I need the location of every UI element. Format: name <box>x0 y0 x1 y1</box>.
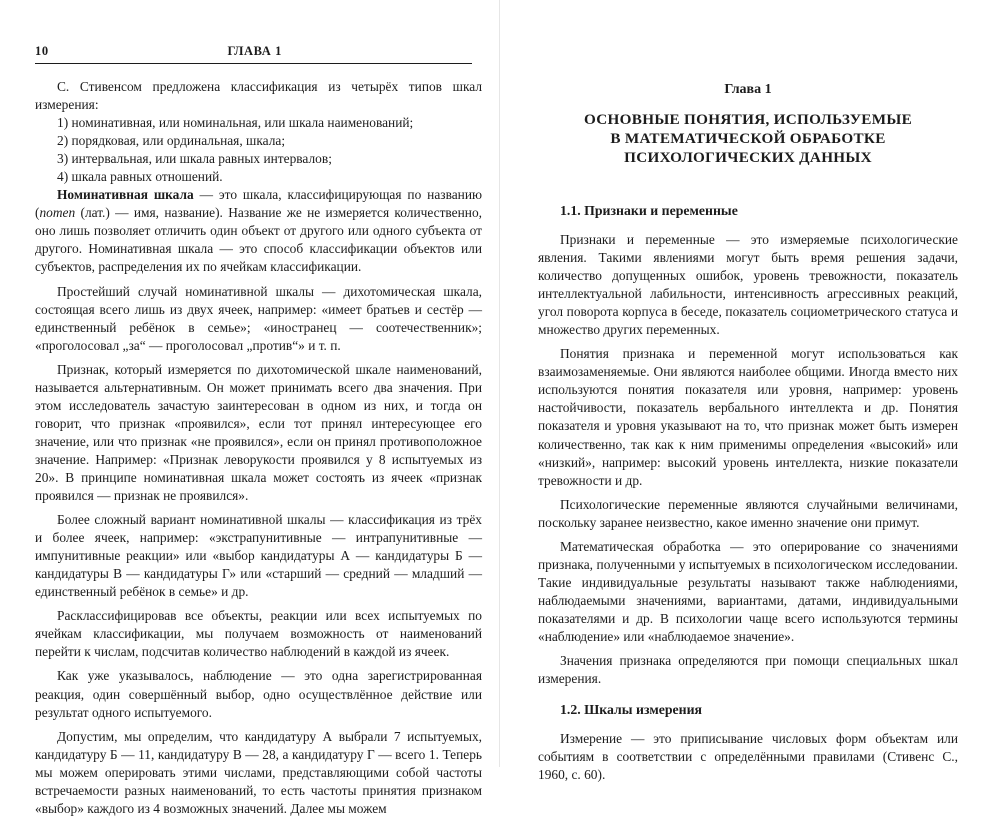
paragraph: Простейший случай номинативной шкалы — дихотомическая шкала, состоящая всего лишь из двух ячеек, например: «имеет братьев и сестёр — единственный ребёнок в семье»; «иностранец — соотечественник»; «проголосовал „за“ — проголосовал „против“» и т. п. <box>35 283 482 353</box>
defined-term: Номинативная шкала <box>57 187 194 203</box>
list-item: 1) номинативная, или номинальная, или шкала наименований; <box>57 115 414 131</box>
latin-term: потеп <box>39 205 76 221</box>
paragraph: Математическая обработка — это оперирование со значениями признака, полученными у испытуемых в психологическом исследовании. Такие индивидуальные результаты называют также наблюдениями, наблюдаемыми значениями, вариантами, датами, индивидуальными показателями и др. В психологии чаще всего используются термины «наблюдение» или «наблюдаемое значение». <box>538 538 958 644</box>
list-item: 3) интервальная, или шкала равных интервалов; <box>57 151 332 167</box>
paragraph: Более сложный вариант номинативной шкалы — классификация из трёх и более ячеек, например: «экстрапунитивные — интрапунитивные — импунитивные реакции» или «выбор кандидатуры А — кандидатуры Б — кандидатуры В — кандидатуры Г» или «старший — средний — младший — единственный ребёнок в семье» и др. <box>35 512 482 600</box>
page-number: 10 <box>35 44 49 58</box>
paragraph: Как уже указывалось, наблюдение — это одна зарегистрированная реакция, один совершённый выбор, одно осуществлённое действие или результат одного испытуемого. <box>35 668 482 720</box>
left-page-text <box>35 78 482 818</box>
section-2-text <box>538 730 958 784</box>
chapter-title: ОСНОВНЫЕ ПОНЯТИЯ, ИСПОЛЬЗУЕМЫЕ В МАТЕМАТИЧЕСКОЙ ОБРАБОТКЕ ПСИХОЛОГИЧЕСКИХ ДАННЫХ <box>583 111 912 166</box>
running-head-title: ГЛАВА 1 <box>227 44 282 58</box>
paragraph: Психологические переменные являются случайными величинами, поскольку заранее неизвестно, какое именно значение они примут. <box>538 496 958 530</box>
nominative-definition: Номинативная шкала — это шкала, классифицирующая по названию (потеп (лат.) — имя, название). Название же не измеряется количественно, оно лишь позволяет отличить один объект от другого или одного субъекта от другого. Номинативная шкала — это способ классификации объектов или субъектов, распределения их по ячейкам классификации. <box>35 187 482 275</box>
section-heading: 1.1. Признаки и переменные <box>560 203 738 218</box>
section-heading: 1.2. Шкалы измерения <box>560 702 702 718</box>
scale-types-list <box>35 114 482 186</box>
paragraph: Значения признака определяются при помощи специальных шкал измерения. <box>538 653 958 687</box>
paragraph: Признаки и переменные — это измеряемые психологические явления. Такими явлениями могут быть время решения задачи, количество допущенных ошибок, уровень тревожности, показатель интеллектуальной лабильности, интенсивность агрессивных реакций, угол поворота корпуса в беседе, показатель социометрического статуса и множество других переменных. <box>538 232 958 338</box>
paragraph: Понятия признака и переменной могут использоваться как взаимозаменяемые. Они являются наиболее общими. Иногда вместо них используются понятия показателя или уровня, например: уровень настойчивости, показатель вербального интеллекта и др. Понятия показателя и уровня указывают на то, что признак может быть измерен количественно, так как к ним применимы определения «высокий» или «низкий», например: высокий уровень интеллекта, низкие показатели тревожности и др. <box>538 346 958 488</box>
list-item: 4) шкала равных отношений. <box>57 169 223 185</box>
intro-paragraph: С. Стивенсом предложена классификация из четырёх типов шкал измерения: <box>35 79 482 113</box>
chapter-label: Глава 1 <box>724 82 772 97</box>
section-1-text <box>538 231 958 688</box>
paragraph: Измерение — это приписывание числовых форм объектам или событиям в соответствии с определёнными правилами (Стивенс С., 1960, с. 60). <box>538 731 958 783</box>
paragraph: Допустим, мы определим, что кандидатуру А выбрали 7 испытуемых, кандидатуру Б — 11, кандидатуру В — 28, а кандидатуру Г — всего 1. Теперь мы можем оперировать этими числами, представляющими собой частоты встречаемости разных наименований, то есть частоты принятия признаком «выбор» каждого из 4 возможных значений. Далее мы можем <box>35 728 482 816</box>
right-page <box>500 0 1000 783</box>
paragraph: Расклассифицировав все объекты, реакции или всех испытуемых по ячейкам классификации, мы получаем возможность от наименований перейти к числам, подсчитав количество наблюдений в каждой из ячеек. <box>35 608 482 660</box>
paragraph: Признак, который измеряется по дихотомической шкале наименований, называется альтернативным. Он может принимать всего два значения. При этом исследователь зачастую заинтересован в одном из них, и тогда он говорит, что признак «проявился», если тот принял интересующее его значение, или что признак «не проявился», если он принял противоположное значение. Например: «Признак леворукости проявился у 8 испытуемых из 20». В принципе номинативная шкала может состоять из ячеек «признак проявился — признак не проявился». <box>35 361 482 504</box>
list-item: 2) порядковая, или ординальная, шкала; <box>57 133 286 149</box>
left-page <box>0 0 500 816</box>
running-head <box>35 44 472 64</box>
